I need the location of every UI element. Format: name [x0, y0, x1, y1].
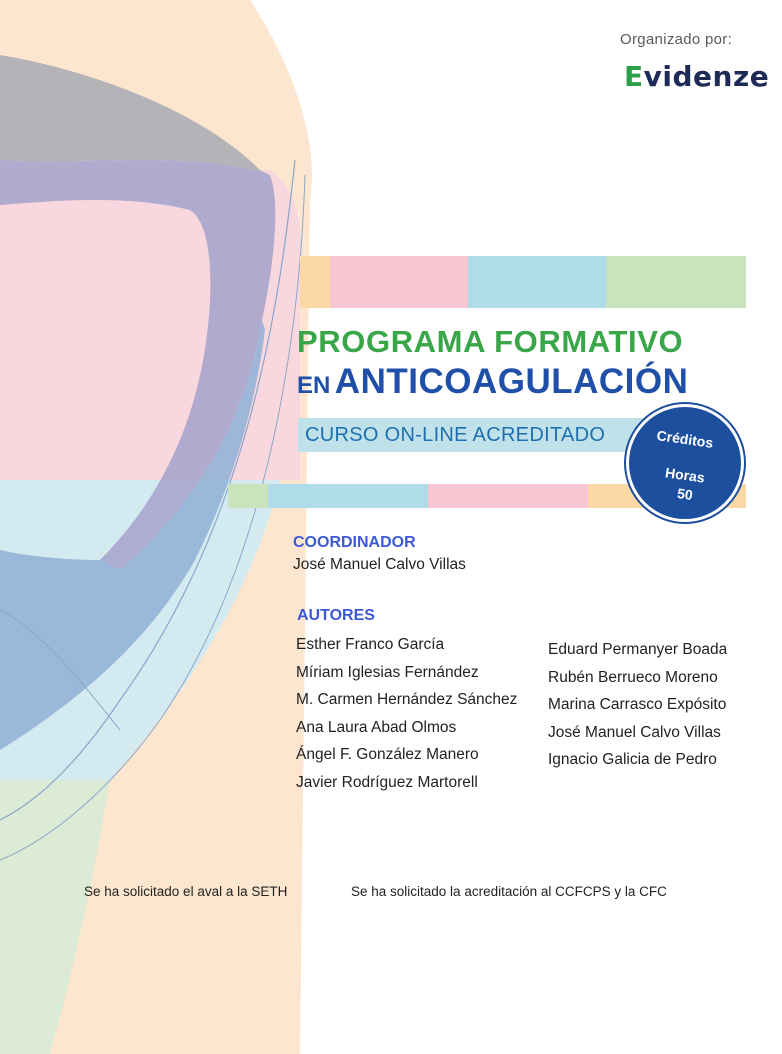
authors-list-right — [548, 641, 727, 779]
author-item: Míriam Iglesias Fernández — [296, 663, 479, 681]
title-line-1: PROGRAMA FORMATIVO — [297, 324, 684, 359]
author-item: Rubén Berrueco Moreno — [548, 668, 718, 686]
low-band-green — [228, 484, 268, 508]
organizer-label: Organizado por: — [620, 31, 733, 48]
top-band-pink — [330, 256, 468, 308]
evidenze-logo — [624, 60, 769, 93]
top-band-blue — [468, 256, 606, 308]
accreditation-note: Se ha solicitado la acreditación al CCFCPS y la CFC — [351, 884, 667, 899]
author-item: M. Carmen Hernández Sánchez — [296, 691, 518, 708]
coordinator-name: José Manuel Calvo Villas — [293, 556, 466, 573]
title-line-2 — [297, 362, 688, 402]
author-item: Ignacio Galicia de Pedro — [548, 751, 717, 768]
author-item: Eduard Permanyer Boada — [548, 641, 728, 658]
hours-label: Horas — [664, 464, 706, 486]
coordinator-heading: COORDINADOR — [293, 534, 416, 551]
authors-list-left — [296, 636, 517, 801]
title-main: ANTICOAGULACIÓN — [334, 362, 689, 401]
authors-heading: AUTORES — [297, 607, 375, 624]
logo-initial: E — [624, 60, 644, 93]
author-item: Esther Franco García — [296, 636, 445, 653]
credits-label: Créditos — [655, 427, 715, 451]
top-band-green — [606, 256, 746, 308]
author-item: Ángel F. González Manero — [296, 746, 479, 763]
title-prefix: EN — [297, 372, 331, 399]
top-band-orange — [300, 256, 330, 308]
credits-badge — [626, 404, 744, 522]
low-band-pink — [428, 484, 588, 508]
hours-value: 50 — [676, 484, 694, 504]
author-item: Ana Laura Abad Olmos — [296, 718, 457, 736]
logo-rest: videnze — [643, 60, 770, 93]
author-item: Marina Carrasco Expósito — [548, 696, 727, 713]
subtitle: CURSO ON-LINE ACREDITADO — [305, 424, 606, 446]
author-item: José Manuel Calvo Villas — [548, 723, 721, 741]
author-item: Javier Rodríguez Martorell — [296, 773, 478, 791]
low-band-blue — [268, 484, 428, 508]
seth-endorsement-note: Se ha solicitado el aval a la SETH — [84, 884, 288, 899]
